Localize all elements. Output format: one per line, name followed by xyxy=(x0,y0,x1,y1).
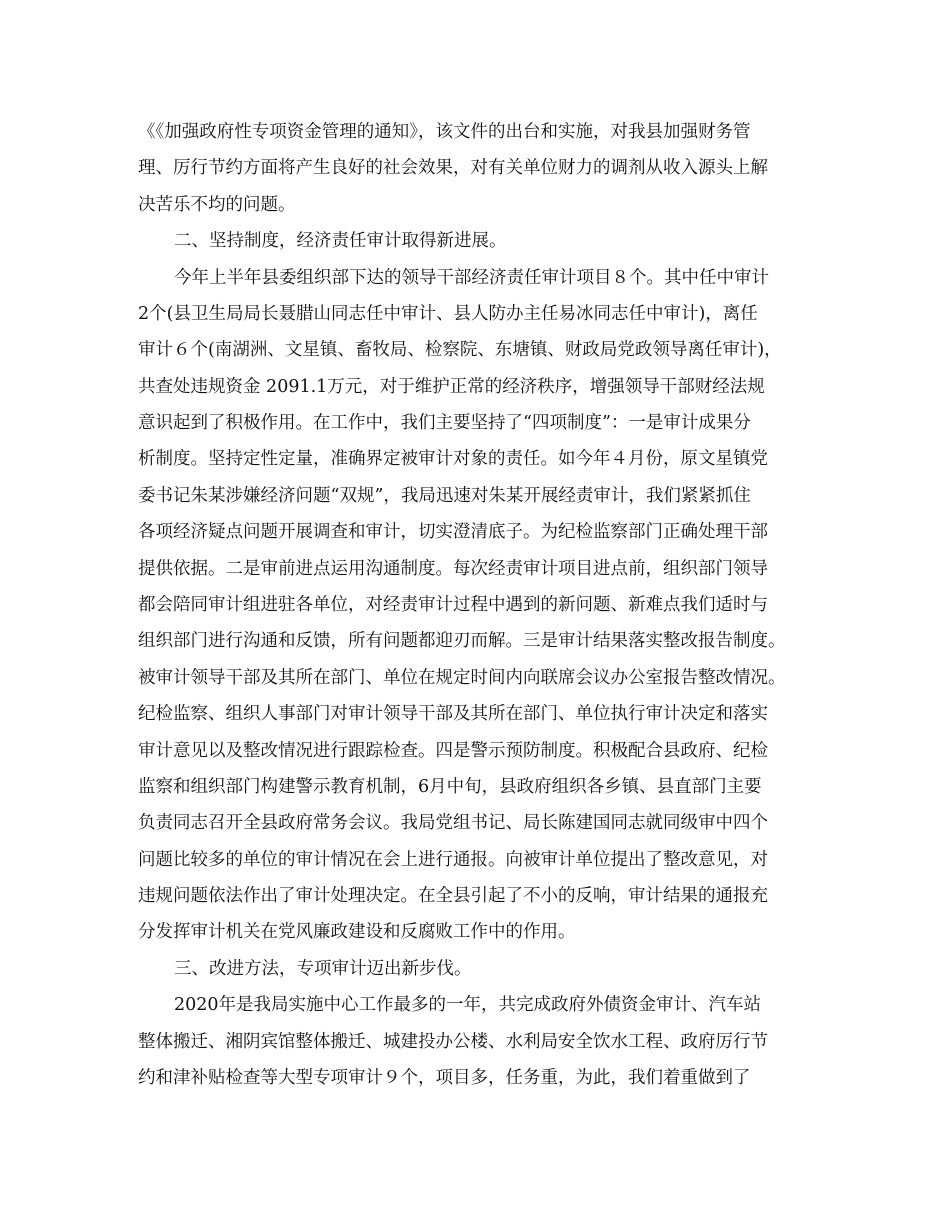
text-line: 理、厉行节约方面将产生良好的社会效果，对有关单位财力的调剂从收入源头上解 xyxy=(138,158,768,178)
text-line: 共查处违规资金 2091.1万元，对于维护正常的经济秩序，增强领导干部财经法规 xyxy=(138,377,765,397)
text-line: 今年上半年县委组织部下达的领导干部经济责任审计项目８个。其中任中审计 xyxy=(174,268,769,288)
text-line: 问题比较多的单位的审计情况在会上进行通报。向被审计单位提出了整改意见，对 xyxy=(138,850,768,870)
text-line: 分发挥审计机关在党风廉政建设和反腐败工作中的作用。 xyxy=(138,922,576,942)
text-line: 析制度。坚持定性定量，准确界定被审计对象的责任。如今年４月份，原文星镇党 xyxy=(138,449,768,469)
text-line: 整体搬迁、湘阴宾馆整体搬迁、城建投办公楼、水利局安全饮水工程、政府厉行节 xyxy=(138,1032,768,1052)
text-line: 决苦乐不均的问题。 xyxy=(138,195,296,215)
text-line: 2个(县卫生局局长聂腊山同志任中审计、县人防办主任易冰同志任中审计)，离任 xyxy=(138,304,758,324)
text-line: 违规问题依法作出了审计处理决定。在全县引起了不小的反响，审计结果的通报充 xyxy=(138,886,768,906)
text-line: 约和津补贴检查等大型专项审计９个，项目多，任务重，为此，我们着重做到了 xyxy=(138,1068,751,1088)
text-line: 被审计领导干部及其所在部门、单位在规定时间内向联席会议办公室报告整改情况。 xyxy=(138,668,786,688)
text-line: 意识起到了积极作用。在工作中，我们主要坚持了“四项制度”：一是审计成果分 xyxy=(138,413,751,433)
text-line: 纪检监察、组织人事部门对审计领导干部及其所在部门、单位执行审计决定和落实 xyxy=(138,704,768,724)
text-line: 负责同志召开全县政府常务会议。我局党组书记、局长陈建国同志就同级审中四个 xyxy=(138,813,768,833)
text-line: 组织部门进行沟通和反馈，所有问题都迎刃而解。三是审计结果落实整改报告制度。 xyxy=(138,631,786,651)
text-line: 审计６个(南湖洲、文星镇、畜牧局、检察院、东塘镇、财政局党政领导离任审计)， xyxy=(138,340,782,360)
text-line: 提供依据。二是审前进点运用沟通制度。每次经责审计项目进点前，组织部门领导 xyxy=(138,559,768,579)
section-heading: 三、改进方法，专项审计迈出新步伐。 xyxy=(174,959,472,979)
text-line: 监察和组织部门构建警示教育机制，6月中旬，县政府组织各乡镇、县直部门主要 xyxy=(138,777,762,797)
text-line: 《《加强政府性专项资金管理的通知》，该文件的出台和实施，对我县加强财务管 xyxy=(138,122,751,142)
text-line: 各项经济疑点问题开展调查和审计，切实澄清底子。为纪检监察部门正确处理干部 xyxy=(138,522,768,542)
text-line: 都会陪同审计组进驻各单位，对经责审计过程中遇到的新问题、新难点我们适时与 xyxy=(138,595,768,615)
text-line: 2020年是我局实施中心工作最多的一年，共完成政府外债资金审计、汽车站 xyxy=(174,995,762,1015)
section-heading: 二、坚持制度，经济责任审计取得新进展。 xyxy=(174,231,507,251)
text-line: 委书记朱某涉嫌经济问题“双规”，我局迅速对朱某开展经责审计，我们紧紧抓住 xyxy=(138,486,751,506)
text-line: 审计意见以及整改情况进行跟踪检查。四是警示预防制度。积极配合县政府、纪检 xyxy=(138,741,768,761)
